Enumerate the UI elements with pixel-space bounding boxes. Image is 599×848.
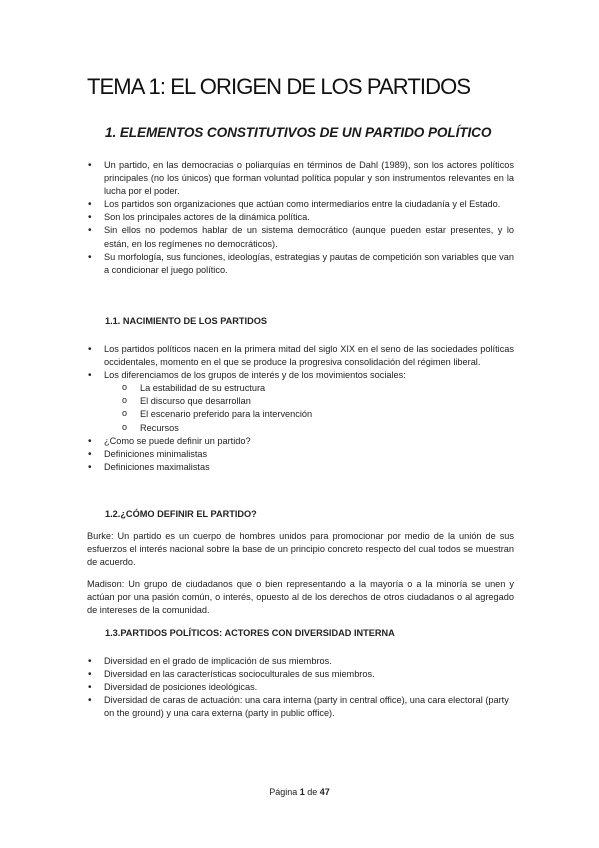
footer-page-word: Página xyxy=(269,787,298,797)
list-item: • Definiciones minimalistas xyxy=(87,448,514,461)
list-item: • ¿Como se puede definir un partido? xyxy=(87,435,514,448)
section-heading-1: 1. ELEMENTOS CONSTITUTIVOS DE UN PARTIDO POLÍTICO xyxy=(105,125,492,140)
footer-total-pages: 47 xyxy=(319,787,330,797)
list-item: • Los partidos son organizaciones que actúan como intermediarios entre la ciudadanía y el Estado. xyxy=(87,198,514,211)
list-item: • Son los principales actores de la dinámica política. xyxy=(87,211,514,224)
section-1-1-bullets xyxy=(87,343,514,474)
sub-list-item: o Recursos xyxy=(104,422,514,435)
document-title: TEMA 1: EL ORIGEN DE LOS PARTIDOS xyxy=(87,74,471,99)
list-item: • Un partido, en las democracias o poliarquías en términos de Dahl (1989), son los actores políticos principales (no los únicos) que forman voluntad política popular y son instrumentos relevantes en la lucha por el poder. xyxy=(87,159,514,198)
list-item: • Diversidad en las características socioculturales de sus miembros. xyxy=(87,668,514,681)
list-item: • Diversidad de posiciones ideológicas. xyxy=(87,681,514,694)
paragraph-burke: Burke: Un partido es un cuerpo de hombres unidos para promocionar por medio de la unión de sus esfuerzos el interés nacional sobre la base de un principio concreto respecto del cual todos se muestran de acuerdo. xyxy=(87,531,514,568)
list-item: • Diversidad de caras de actuación: una cara interna (party in central office), una cara electoral (party on the ground) y una cara externa (party in public office). xyxy=(87,694,514,720)
subsection-heading-1-3: 1.3.PARTIDOS POLÍTICOS: ACTORES CON DIVERSIDAD INTERNA xyxy=(105,628,395,638)
list-item: • Su morfología, sus funciones, ideologías, estrategias y pautas de competición son variables que van a condicionar el juego político. xyxy=(87,251,514,277)
subsection-heading-1-1: 1.1. NACIMIENTO DE LOS PARTIDOS xyxy=(105,316,267,326)
footer-page-number: 1 xyxy=(299,787,305,797)
section-1-bullets xyxy=(87,159,514,277)
list-item: • Diversidad en el grado de implicación de sus miembros. xyxy=(87,655,514,668)
list-item: • Los partidos políticos nacen en la primera mitad del siglo XIX en el seno de las sociedades políticas occidentales, momento en el que se produce la progresiva consolidación del régimen liberal. xyxy=(87,343,514,369)
list-item: • Definiciones maximalistas xyxy=(87,461,514,474)
sub-list-item: o La estabilidad de su estructura xyxy=(104,382,514,395)
subsection-heading-1-2: 1.2.¿CÓMO DEFINIR EL PARTIDO? xyxy=(105,509,257,519)
sub-list-item: o El discurso que desarrollan xyxy=(104,395,514,408)
footer-of-word: de xyxy=(307,787,318,797)
page-footer xyxy=(0,787,599,797)
sub-list-item: o El escenario preferido para la intervención xyxy=(104,408,514,421)
list-item: • Sin ellos no podemos hablar de un sistema democrático (aunque pueden estar presentes, y lo están, en los regímenes no democráticos). xyxy=(87,224,514,250)
list-item-text: Los diferenciamos de los grupos de interés y de los movimientos sociales: xyxy=(104,370,406,381)
paragraph-madison: Madison: Un grupo de ciudadanos que o bien representando a la mayoría o a la minoría se unen y actúan por una pasión común, o interés, opuesto al de los derechos de otros ciudadanos o al agregado de intereses de la comunidad. xyxy=(87,579,514,616)
list-item xyxy=(87,369,514,434)
section-1-3-bullets xyxy=(87,655,514,720)
sub-list xyxy=(104,382,514,434)
